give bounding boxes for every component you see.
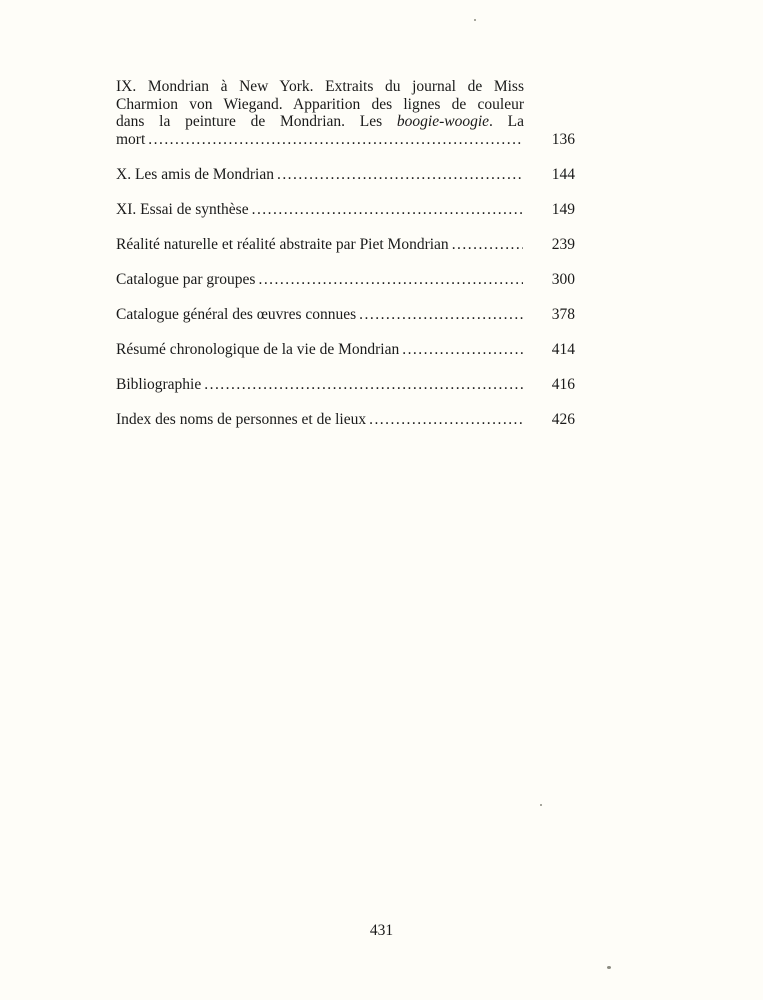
toc-entry bbox=[116, 341, 575, 359]
dot-leader bbox=[452, 236, 523, 254]
toc-row bbox=[116, 341, 575, 359]
toc-entry bbox=[116, 236, 575, 254]
toc-entry-title: Catalogue général des œuvres connues bbox=[116, 305, 357, 323]
dot-leader bbox=[258, 271, 523, 289]
toc-entry-ix-italic: boogie-woogie bbox=[396, 113, 490, 130]
toc-row bbox=[116, 306, 575, 324]
page-number: 431 bbox=[369, 922, 394, 939]
toc-entry-ix-last-row bbox=[116, 131, 575, 149]
paper-speck bbox=[474, 19, 476, 21]
toc-entry-title: Catalogue par groupes bbox=[116, 270, 256, 288]
toc-row bbox=[116, 376, 575, 394]
toc-entry-ix-line-3 bbox=[116, 113, 524, 131]
paper-speck bbox=[540, 804, 542, 806]
toc-entry-title: Bibliographie bbox=[116, 375, 202, 393]
toc-entry-title: XI. Essai de synthèse bbox=[116, 200, 249, 218]
toc-page-number: 149 bbox=[551, 200, 575, 218]
dot-leader bbox=[148, 131, 523, 149]
paper-speck bbox=[607, 966, 611, 969]
toc-entry-title: Index des noms de personnes et de lieux bbox=[116, 410, 367, 428]
toc-entry-title: mort bbox=[116, 130, 146, 148]
toc-entry bbox=[116, 306, 575, 324]
toc-entry-title: X. Les amis de Mondrian bbox=[116, 165, 274, 183]
toc-entry-title: Résumé chronologique de la vie de Mondrian bbox=[116, 340, 400, 358]
toc-row bbox=[116, 201, 575, 219]
toc-entry-title: Réalité naturelle et réalité abstraite par Piet Mondrian bbox=[116, 235, 449, 253]
toc-page-number: 136 bbox=[551, 130, 575, 148]
toc-row bbox=[116, 411, 575, 429]
toc-row bbox=[116, 166, 575, 184]
toc-entry-ix-line-3-text: dans la peinture de Mondrian. Les bbox=[116, 113, 397, 130]
dot-leader bbox=[204, 376, 523, 394]
toc-entry-ix-line-1: IX. Mondrian à New York. Extraits du journal de Miss bbox=[116, 78, 524, 95]
toc-page-number: 239 bbox=[551, 235, 575, 253]
dot-leader bbox=[277, 166, 523, 184]
toc-page-number: 144 bbox=[551, 165, 575, 183]
toc-page-number: 416 bbox=[551, 375, 575, 393]
toc-entry-ix-text bbox=[116, 78, 524, 131]
toc-entry bbox=[116, 201, 575, 219]
dot-leader bbox=[252, 201, 523, 219]
toc-page-number: 378 bbox=[551, 305, 575, 323]
toc-entry-ix-after-italic: . La bbox=[489, 113, 524, 130]
toc-row bbox=[116, 236, 575, 254]
toc-entry bbox=[116, 166, 575, 184]
toc-page-number: 414 bbox=[551, 340, 575, 358]
toc-entry bbox=[116, 271, 575, 289]
toc-entry bbox=[116, 411, 575, 429]
dot-leader bbox=[369, 411, 523, 429]
toc-page-number: 426 bbox=[551, 410, 575, 428]
dot-leader bbox=[359, 306, 523, 324]
toc-page-number: 300 bbox=[551, 270, 575, 288]
table-of-contents bbox=[116, 78, 575, 446]
toc-row bbox=[116, 271, 575, 289]
toc-entry-ix bbox=[116, 78, 575, 148]
toc-entry-ix-line-2: Charmion von Wiegand. Apparition des lignes de couleur bbox=[116, 95, 524, 113]
toc-entry bbox=[116, 376, 575, 394]
dot-leader bbox=[402, 341, 523, 359]
